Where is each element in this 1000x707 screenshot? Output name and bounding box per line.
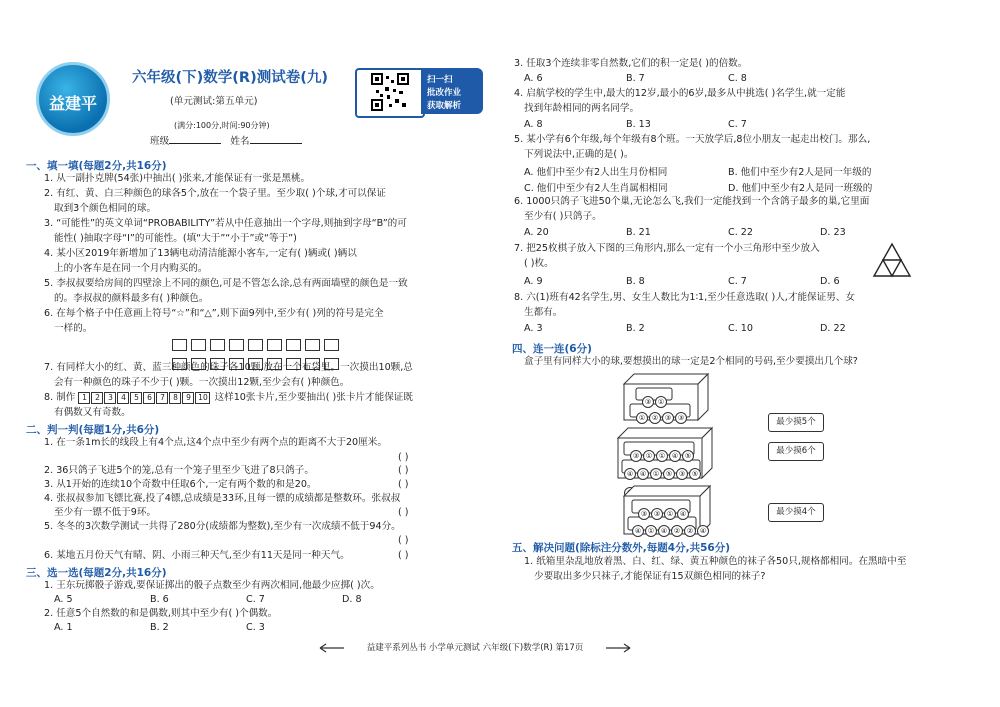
option: A. 8 xyxy=(524,119,543,130)
publisher-logo: 益建平 xyxy=(36,62,110,136)
section-matching: 四、连一连(6分) xyxy=(512,343,592,355)
answer-label[interactable]: 最少摸5个 xyxy=(768,413,824,432)
question-text: 2. 任意5个自然数的和是偶数,则其中至少有( )个偶数。 xyxy=(44,608,278,619)
answer-paren: ( ) xyxy=(398,452,409,463)
question-text: 会有一种颜色的珠子不少于( )颗。一次摸出12颗,至少会有( )种颜色。 xyxy=(54,377,350,388)
question-text: 4. 张叔叔参加飞镖比赛,投了4镖,总成绩是33环,且每一镖的成绩都是整数环。张叔叔 xyxy=(44,493,401,504)
option: C. 他们中至少有2人生肖属相相同 xyxy=(524,183,668,194)
question-text: 8. 六(1)班有42名学生,男、女生人数比为1∶1,至少任意选取( )人,才能保证男、女 xyxy=(514,292,856,303)
question-text: 6. 在每个格子中任意画上符号“☆”和“△”,则下面9列中,至少有( )列的符号是完全 xyxy=(44,308,384,319)
section-multiple-choice: 三、选一选(每题2分,共16分) xyxy=(26,567,167,579)
question-text: 2. 有红、黄、白三种颜色的球各5个,放在一个袋子里。至少取( )个球,才可以保证 xyxy=(44,188,386,199)
question-text: 7. 有同样大小的红、黄、蓝三种颜色的珠子各10颗,放在一个布袋里。一次摸出10颗,总 xyxy=(44,362,413,373)
question-text: 5. 某小学有6个年级,每个年级有8个班。一天放学后,8位小朋友一起走出校门。那么, xyxy=(514,134,871,145)
option: C. 7 xyxy=(728,119,747,130)
option: A. 5 xyxy=(54,594,73,605)
question-text: 3. 任取3个连续非零自然数,它们的积一定是( )的倍数。 xyxy=(514,58,748,69)
question-text: 生都有。 xyxy=(524,307,563,318)
question-text: 至少有( )只鸽子。 xyxy=(524,211,602,222)
answer-label[interactable]: 最少摸4个 xyxy=(768,503,824,522)
option: A. 3 xyxy=(524,323,543,334)
section-true-false: 二、判一判(每题1分,共6分) xyxy=(26,424,160,436)
ball-box: ③ ① ① ④ ⑤ ④ ④ ① ⑤ ③ ⑤ xyxy=(614,424,714,480)
question-8: 8. 制作 1 2 3 4 5 6 7 8 9 10 这样10张卡片,至少要抽出( )张卡片才能保证既 xyxy=(44,392,413,403)
option: D. 23 xyxy=(820,227,846,238)
answer-paren: ( ) xyxy=(398,479,409,490)
option: C. 7 xyxy=(728,276,747,287)
answer-paren: ( ) xyxy=(398,535,409,546)
question-text: ( )枚。 xyxy=(524,258,554,269)
option: B. 7 xyxy=(626,73,645,84)
option: C. 8 xyxy=(728,73,747,84)
option: B. 2 xyxy=(150,622,169,633)
section-fill-in: 一、填一填(每题2分,共16分) xyxy=(26,160,167,172)
option: B. 2 xyxy=(626,323,645,334)
question-text: 5. 冬冬的3次数学测试一共得了280分(成绩都为整数),至少有一次成绩不低于94分。 xyxy=(44,521,401,532)
option: A. 他们中至少有2人出生月份相同 xyxy=(524,167,668,178)
answer-paren: ( ) xyxy=(398,465,409,476)
question-text: 6. 某地五月份天气有晴、阴、小雨三种天气,至少有11天是同一种天气。 xyxy=(44,550,350,561)
question-text: 一样的。 xyxy=(54,323,93,334)
class-name-line: 班级 姓名 xyxy=(150,136,302,148)
question-text: 4. 某小区2019年新增加了13辆电动清洁能源小客车,一定有( )辆或( )辆以 xyxy=(44,248,357,259)
question-text: 1. 从一副扑克牌(54张)中抽出( )张来,才能保证有一张是黑桃。 xyxy=(44,173,311,184)
question-text: 下列说法中,正确的是( )。 xyxy=(524,149,634,160)
option: B. 8 xyxy=(626,276,645,287)
option: C. 22 xyxy=(728,227,754,238)
question-text: 取到3个颜色相同的球。 xyxy=(54,203,157,214)
question-text: 2. 36只鸽子飞进5个的笼,总有一个笼子里至少飞进了8只鸽子。 xyxy=(44,465,314,476)
question-text: 3. “可能性”的英文单词“PROBABILITY”若从中任意抽出一个字母,则抽到字母“B”的可 xyxy=(44,218,407,229)
question-text: 3. 从1开始的连续10个奇数中任取6个,一定有两个数的和是20。 xyxy=(44,479,317,490)
question-text: 能性( )抽取字母“I”的可能性。(填“大于”“小于”或“等于”) xyxy=(54,233,297,244)
answer-paren: ( ) xyxy=(398,507,409,518)
option: A. 1 xyxy=(54,622,73,633)
ball-box: ③ ③ ① ④ ④ ① ④ ② ② ④ xyxy=(620,482,712,536)
exam-title: 六年级(下)数学(R)测试卷(九) xyxy=(132,70,328,86)
footer-arrow-right-icon xyxy=(604,643,634,653)
answer-label[interactable]: 最少摸6个 xyxy=(768,442,824,461)
option: B. 6 xyxy=(150,594,169,605)
option: D. 6 xyxy=(820,276,840,287)
question-text: 至少有一镖不低于9环。 xyxy=(54,507,157,518)
ball-box: ③ ① ① ② ③ ③ xyxy=(620,370,710,422)
option: B. 21 xyxy=(626,227,651,238)
page-footer: 益建平系列丛书 小学单元测试 六年级(下)数学(R) 第17页 xyxy=(330,640,620,656)
exam-info: (满分:100分,时间:90分钟) xyxy=(174,121,270,130)
exam-subtitle: (单元测试:第五单元) xyxy=(170,96,258,107)
option: D. 他们中至少有2人是同一班级的 xyxy=(728,183,873,194)
option: D. 22 xyxy=(820,323,846,334)
qr-code-box[interactable] xyxy=(355,68,425,118)
question-text: 6. 1000只鸽子飞进50个巢,无论怎么飞,我们一定能找到一个含鸽子最多的巢,它里面 xyxy=(514,196,870,207)
question-text: 1. 在一条1m长的线段上有4个点,这4个点中至少有两个点的距离不大于20厘米。 xyxy=(44,437,387,448)
question-text: 1. 纸箱里杂乱地放着黑、白、红、绿、黄五种颜色的袜子各50只,规格都相同。在黑暗中至 xyxy=(524,556,907,567)
answer-paren: ( ) xyxy=(398,550,409,561)
qr-code-icon xyxy=(371,73,409,111)
option: D. 8 xyxy=(342,594,362,605)
option: A. 20 xyxy=(524,227,549,238)
option: C. 10 xyxy=(728,323,754,334)
question-text: 盒子里有同样大小的球,要想摸出的球一定是2个相同的号码,至少要摸出几个球? xyxy=(524,356,858,367)
option: C. 3 xyxy=(246,622,265,633)
option: A. 6 xyxy=(524,73,543,84)
question-text: 4. 启航学校的学生中,最大的12岁,最小的6岁,最多从中挑选( )名学生,就一定能 xyxy=(514,88,846,99)
option: C. 7 xyxy=(246,594,265,605)
question-text: 1. 王东玩掷骰子游戏,要保证掷出的骰子点数至少有两次相同,他最少应掷( )次。 xyxy=(44,580,380,591)
section-problem-solving: 五、解决问题(除标注分数外,每题4分,共56分) xyxy=(512,542,730,554)
option: B. 13 xyxy=(626,119,651,130)
question-text: 有偶数又有奇数。 xyxy=(54,407,131,418)
question-text: 上的小客车是在同一个月内购买的。 xyxy=(54,263,208,274)
question-text: 5. 李叔叔要给房间的四壁涂上不同的颜色,可是不管怎么涂,总有两面墙壁的颜色是一致 xyxy=(44,278,408,289)
option: A. 9 xyxy=(524,276,543,287)
question-text: 7. 把25枚棋子放入下图的三角形内,那么一定有一个小三角形中至少放入 xyxy=(514,243,820,254)
option: B. 他们中至少有2人是同一年级的 xyxy=(728,167,872,178)
scan-tag: 扫一扫 批改作业 获取解析 xyxy=(421,68,483,114)
question-text: 少要取出多少只袜子,才能保证有15双颜色相同的袜子? xyxy=(534,571,766,582)
question-text: 的。李叔叔的颜料最多有( )种颜色。 xyxy=(54,293,209,304)
triangle-figure xyxy=(872,242,912,278)
question-text: 找到年龄相同的两名同学。 xyxy=(524,103,640,114)
footer-arrow-left-icon xyxy=(316,643,346,653)
